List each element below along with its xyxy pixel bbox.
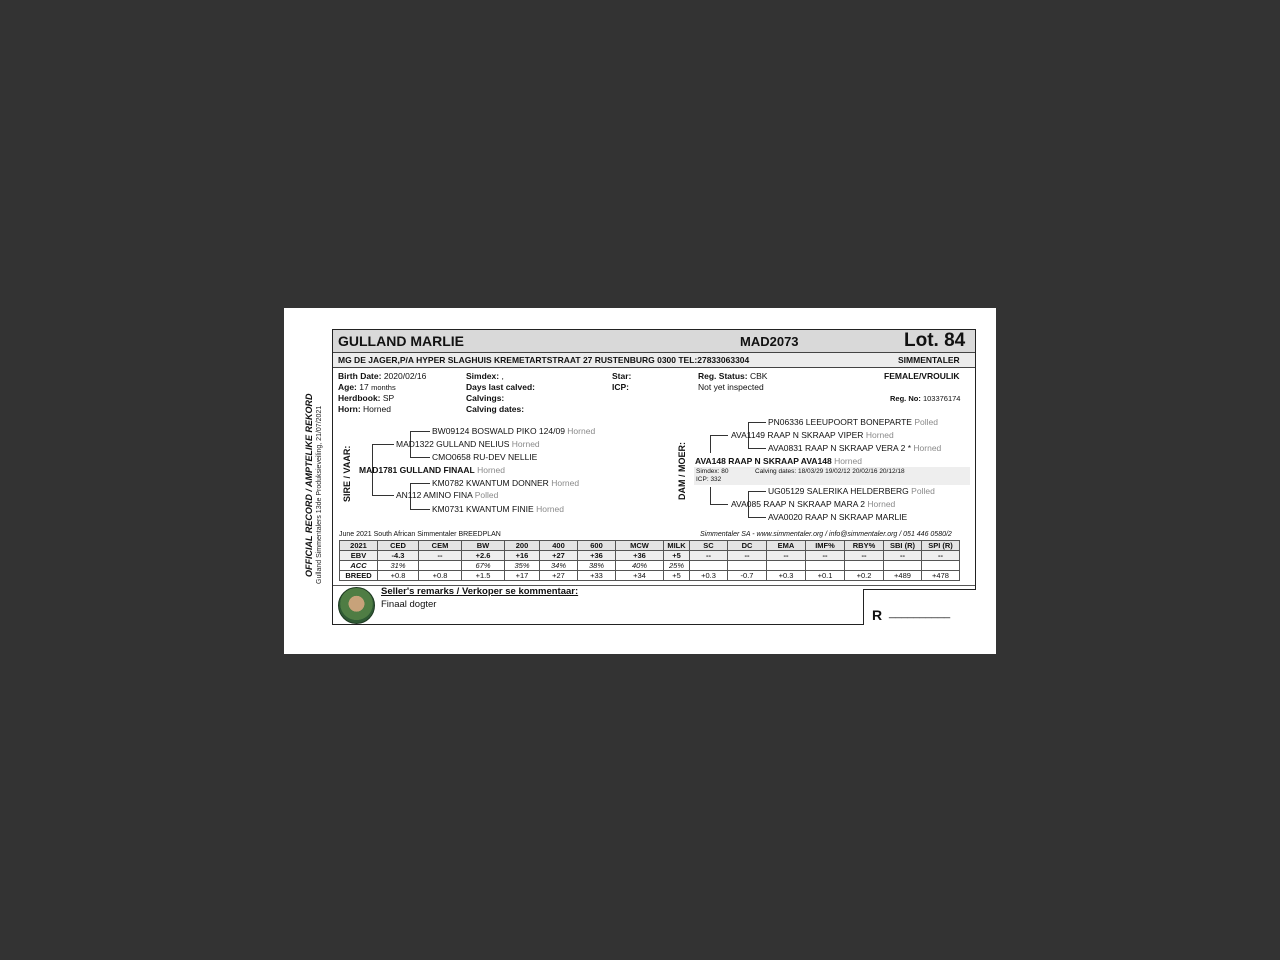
days-last-calved: Days last calved: — [466, 382, 535, 392]
price-blank: __________ — [889, 607, 951, 619]
dam: AVA148 RAAP N SKRAAP AVA148 Horned — [695, 456, 862, 466]
animal-name: GULLAND MARLIE — [338, 333, 464, 349]
icp-label: ICP: — [612, 382, 629, 392]
breedplan-caption: June 2021 South African Simmentaler BREEDPLAN — [339, 531, 501, 538]
age: Age: 17 months — [338, 382, 396, 392]
dam-sire-sire: PN06336 LEEUPOORT BONEPARTE Polled — [768, 417, 938, 427]
dam-dam-sire: UG05129 SALERIKA HELDERBERG Polled — [768, 486, 935, 496]
breedplan-contact: Simmentaler SA - www.simmentaler.org / info@simmentaler.org / 051 446 0580/2 — [700, 531, 952, 538]
acc-row: ACC 31% 67% 35% 34% 38% 40% 25% — [340, 561, 960, 571]
dam-sire: AVA1149 RAAP N SKRAAP VIPER Horned — [731, 430, 894, 440]
dam-dam-dam: AVA0020 RAAP N SKRAAP MARLIE — [768, 512, 908, 522]
calving-dates: Calving dates: — [466, 404, 525, 414]
owner-address: MG DE JAGER,P/A HYPER SLAGHUIS KREMETARTSTRAAT 27 RUSTENBURG 0300 TEL:27833063304 — [338, 355, 750, 365]
sire-label: SIRE / VAAR: — [342, 445, 352, 502]
breedplan-table — [339, 540, 960, 581]
lot-number: Lot. 84 — [904, 330, 966, 351]
horn: Horn: Horned — [338, 404, 391, 414]
auction-caption: Gulland Simmentalers 13de Produksieveiling, 21/07/2021 — [316, 405, 323, 584]
sire-dam-sire: KM0782 KWANTUM DONNER Horned — [432, 478, 580, 488]
breed-average-row: BREED +0.8 +0.8 +1.5 +17 +27 +33 +34 +5 +0.3 -0.7 +0.3 +0.1 +0.2 +489 +478 — [340, 571, 960, 581]
ebv-row: EBV -4.3 -- +2.6 +16 +27 +36 +36 +5 -- -- -- -- -- -- -- — [340, 551, 960, 561]
official-record-label: OFFICIAL RECORD / AMPTELIKE REKORD — [304, 393, 314, 577]
seller-remarks-text: Finaal dogter — [381, 599, 437, 610]
dam-sire-dam: AVA0831 RAAP N SKRAAP VERA 2 * Horned — [768, 443, 942, 453]
sire: MAD1781 GULLAND FINAAL Horned — [359, 465, 505, 475]
animal-id: MAD2073 — [740, 334, 799, 349]
reg-no: Reg. No: 103376174 — [890, 394, 961, 403]
herdbook: Herdbook: SP — [338, 393, 395, 403]
dam-icp: ICP: 332 — [696, 476, 722, 483]
dam-calving-dates: Calving dates: 18/03/29 19/02/12 20/02/16 20/12/18 — [755, 468, 905, 475]
calvings: Calvings: — [466, 393, 505, 403]
sire-dam-dam: KM0731 KWANTUM FINIE Horned — [432, 504, 564, 514]
dam-label: DAM / MOER: — [677, 442, 687, 500]
sex: FEMALE/VROULIK — [884, 371, 960, 381]
star-label: Star: — [612, 371, 632, 381]
sire-sire-dam: CMO0658 RU-DEV NELLIE — [432, 452, 538, 462]
seller-remarks-title: Seller's remarks / Verkoper se kommentaar: — [381, 586, 579, 597]
reg-status: Reg. Status: CBK — [698, 371, 768, 381]
price-currency: R — [872, 607, 883, 623]
simdex: Simdex: , — [466, 371, 504, 381]
sire-sire-sire: BW09124 BOSWALD PIKO 124/09 Horned — [432, 426, 596, 436]
dam-dam: AVA085 RAAP N SKRAAP MARA 2 Horned — [731, 499, 896, 509]
sire-dam: AN112 AMINO FINA Polled — [396, 490, 499, 500]
birth-date: Birth Date: 2020/02/16 — [338, 371, 427, 381]
breedplan-header-row: 2021 CED CEM BW 200 400 600 MCW MILK SC DC EMA IMF% RBY% SBI (R) SPI (R) — [340, 541, 960, 551]
breed-name: SIMMENTALER — [898, 355, 960, 365]
icp-value: Not yet inspected — [698, 382, 764, 392]
sire-sire: MAD1322 GULLAND NELIUS Horned — [396, 439, 540, 449]
dam-simdex: Simdex: 80 — [696, 468, 729, 475]
society-logo-icon — [338, 587, 375, 624]
